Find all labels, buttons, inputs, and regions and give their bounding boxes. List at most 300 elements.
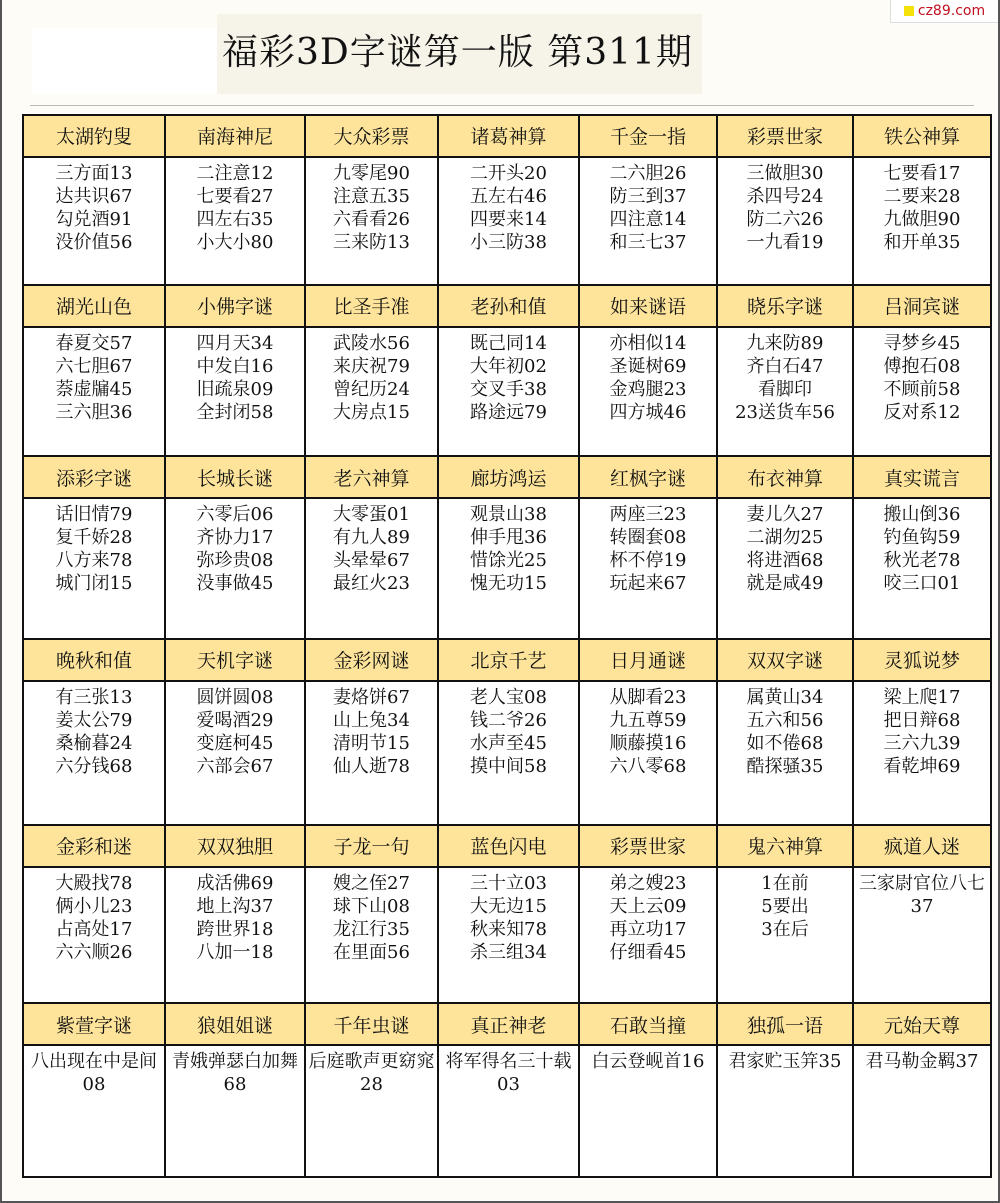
clue-line: 六六顺26 — [55, 941, 133, 963]
clue-cell — [438, 681, 579, 826]
column-header — [853, 115, 991, 157]
column-header — [23, 639, 165, 681]
clue-cell — [579, 1045, 717, 1177]
header-blank-panel — [32, 28, 217, 94]
clue-line: 九零尾90 — [333, 162, 410, 184]
clue-line: 一九看19 — [746, 231, 824, 253]
clue-line: 杯不停19 — [609, 550, 687, 572]
clue-cell — [165, 157, 305, 285]
clue-line: 将军得名三十载03 — [445, 1050, 572, 1095]
clue-line: 大殿找78 — [55, 872, 133, 894]
column-header — [579, 1003, 717, 1045]
clue-line: 如不倦68 — [746, 732, 824, 754]
column-header — [23, 825, 165, 867]
clue-line: 地上沟37 — [196, 895, 274, 917]
clue-list — [306, 682, 437, 778]
column-header — [305, 456, 438, 498]
column-header — [165, 639, 305, 681]
column-header-label: 太湖钓叟 — [55, 126, 132, 149]
clue-cell — [305, 157, 438, 285]
divider — [30, 105, 974, 106]
column-header — [438, 456, 579, 498]
content-row — [23, 498, 991, 638]
clue-line: 曾纪历24 — [333, 378, 410, 400]
column-header-label: 狼姐姐谜 — [196, 1014, 273, 1037]
clue-line: 愧无功15 — [470, 573, 547, 595]
clue-list — [166, 868, 304, 964]
clue-line: 在里面56 — [333, 941, 410, 963]
clue-list — [24, 682, 164, 778]
clue-list — [854, 868, 990, 918]
clue-line: 弟之嫂23 — [609, 872, 687, 894]
column-header — [438, 1003, 579, 1045]
clue-line: 没事做45 — [196, 573, 274, 595]
column-header — [717, 456, 853, 498]
column-header — [853, 825, 991, 867]
clue-line: 姜太公79 — [55, 709, 133, 731]
clue-line: 路途远79 — [470, 401, 547, 423]
clue-line: 观景山38 — [470, 504, 547, 526]
clue-cell — [165, 681, 305, 826]
clue-list — [439, 868, 578, 964]
clue-line: 四月天34 — [196, 332, 274, 354]
clue-cell — [717, 157, 853, 285]
clue-line: 四注意14 — [609, 208, 687, 230]
clue-list — [439, 682, 578, 778]
column-header — [23, 1003, 165, 1045]
clue-line: 金鸡腿23 — [609, 378, 687, 400]
clue-list — [439, 328, 578, 424]
clue-cell — [23, 157, 165, 285]
clue-line: 三家尉官位八七37 — [859, 872, 985, 917]
clue-line: 九来防89 — [746, 332, 824, 354]
clue-cell — [438, 1045, 579, 1177]
clue-line: 六部会67 — [196, 755, 274, 777]
clue-list — [718, 1046, 852, 1073]
clue-line: 四要来14 — [470, 208, 547, 230]
clue-line: 萘虚牖45 — [55, 378, 133, 400]
clue-line: 复千娇28 — [55, 527, 133, 549]
clue-list — [854, 158, 990, 254]
clue-line: 将进酒68 — [746, 550, 824, 572]
clue-line: 咬三口01 — [883, 573, 961, 595]
column-header-label: 真实谎言 — [883, 467, 960, 490]
header-row — [23, 639, 991, 681]
clue-cell — [23, 327, 165, 457]
clue-cell — [23, 498, 165, 638]
clue-cell — [165, 1045, 305, 1177]
clue-line: 没价值56 — [55, 231, 133, 253]
clue-line: 山上兔34 — [333, 709, 410, 731]
clue-line: 三来防13 — [333, 231, 410, 253]
column-header-label: 天机字谜 — [196, 650, 273, 673]
clue-line: 再立功17 — [609, 918, 687, 940]
clue-line: 钓鱼钩59 — [883, 527, 961, 549]
clue-line: 搬山倒36 — [883, 504, 961, 526]
content-row — [23, 867, 991, 1003]
clue-line: 变庭柯45 — [196, 732, 274, 754]
header-row — [23, 825, 991, 867]
clue-line: 四方城46 — [609, 401, 687, 423]
clue-line: 秋来知78 — [470, 918, 547, 940]
clue-line: 大房点15 — [333, 401, 410, 423]
clue-line: 八加一18 — [196, 941, 274, 963]
clue-cell — [165, 867, 305, 1003]
clue-list — [718, 499, 852, 595]
column-header-label: 日月通谜 — [609, 650, 686, 673]
clue-line: 头晕晕67 — [333, 550, 410, 572]
site-watermark[interactable] — [890, 0, 998, 23]
clue-line: 来庆祝79 — [333, 355, 410, 377]
column-header-label: 真正神老 — [470, 1014, 547, 1037]
clue-line: 白云登岘首16 — [591, 1050, 705, 1072]
column-header — [305, 825, 438, 867]
column-header — [165, 1003, 305, 1045]
clue-cell — [165, 327, 305, 457]
column-header — [305, 115, 438, 157]
clue-line: 五左右46 — [470, 185, 547, 207]
clue-cell — [305, 498, 438, 638]
column-header — [305, 285, 438, 327]
clue-list — [580, 1046, 716, 1073]
clue-list — [439, 158, 578, 254]
clue-list — [306, 868, 437, 964]
clue-line: 八方来78 — [55, 550, 133, 572]
clue-line: 23送货车56 — [735, 401, 835, 423]
clue-cell — [579, 157, 717, 285]
clue-line: 九做胆90 — [883, 208, 961, 230]
clue-line: 二开头20 — [470, 162, 547, 184]
clue-line: 既己同14 — [470, 332, 547, 354]
clue-line: 青娥弹瑟白加舞68 — [172, 1050, 298, 1095]
column-header-label: 大众彩票 — [333, 126, 410, 149]
clue-line: 小三防38 — [470, 231, 547, 253]
clue-line: 四左右35 — [196, 208, 274, 230]
clue-list — [24, 158, 164, 254]
riddle-grid — [22, 114, 992, 1178]
clue-line: 弥珍贵08 — [196, 550, 274, 572]
clue-line: 城门闭15 — [55, 573, 133, 595]
clue-line: 有三张13 — [55, 686, 133, 708]
clue-cell — [305, 327, 438, 457]
clue-cell — [579, 327, 717, 457]
column-header-label: 南海神尼 — [196, 126, 273, 149]
column-header — [853, 456, 991, 498]
clue-list — [24, 499, 164, 595]
clue-line: 注意五35 — [333, 185, 410, 207]
clue-line: 话旧情79 — [55, 504, 133, 526]
column-header-label: 小佛字谜 — [196, 296, 273, 319]
clue-cell — [853, 327, 991, 457]
clue-line: 傅抱石08 — [883, 355, 961, 377]
clue-line: 大年初02 — [470, 355, 547, 377]
clue-line: 看脚印 — [758, 378, 812, 400]
clue-line: 杀三组34 — [470, 941, 547, 963]
clue-line: 七要看27 — [196, 185, 274, 207]
clue-line: 六零后06 — [196, 504, 274, 526]
column-header-label: 双双独胆 — [196, 836, 273, 859]
column-header-label: 老孙和值 — [470, 296, 547, 319]
clue-list — [166, 1046, 304, 1096]
clue-cell — [853, 867, 991, 1003]
clue-line: 顺藤摸16 — [609, 732, 687, 754]
column-header — [305, 1003, 438, 1045]
clue-line: 君家贮玉笄35 — [728, 1050, 842, 1072]
clue-line: 3在后 — [761, 918, 809, 940]
clue-cell — [853, 681, 991, 826]
clue-line: 桑榆暮24 — [55, 732, 133, 754]
clue-line: 最红火23 — [333, 573, 410, 595]
column-header-label: 北京千艺 — [470, 650, 547, 673]
clue-list — [306, 499, 437, 595]
clue-line: 六分钱68 — [55, 755, 133, 777]
clue-list — [24, 1046, 164, 1096]
clue-line: 三做胆30 — [746, 162, 824, 184]
clue-line: 属黄山34 — [746, 686, 824, 708]
clue-line: 惜馀光25 — [470, 550, 547, 572]
column-header — [853, 285, 991, 327]
clue-line: 三十立03 — [470, 872, 547, 894]
clue-line: 大无边15 — [470, 895, 547, 917]
column-header-label: 鬼六神算 — [746, 836, 823, 859]
clue-line: 防三到37 — [609, 185, 687, 207]
clue-line: 梁上爬17 — [883, 686, 961, 708]
clue-line: 二湖勿25 — [746, 527, 824, 549]
column-header-label: 双双字谜 — [746, 650, 823, 673]
clue-line: 不顾前58 — [883, 378, 961, 400]
column-header — [579, 639, 717, 681]
clue-cell — [717, 327, 853, 457]
header-row — [23, 456, 991, 498]
clue-cell — [165, 498, 305, 638]
clue-list — [306, 1046, 437, 1096]
clue-line: 齐白石47 — [746, 355, 824, 377]
clue-line: 1在前 — [761, 872, 809, 894]
clue-line: 二注意12 — [196, 162, 274, 184]
column-header — [438, 639, 579, 681]
clue-list — [854, 499, 990, 595]
clue-line: 和三七37 — [609, 231, 687, 253]
clue-cell — [438, 157, 579, 285]
clue-list — [24, 328, 164, 424]
page-title: 福彩3D字谜第一版 第311期 — [222, 32, 693, 73]
column-header-label: 千金一指 — [609, 126, 686, 149]
clue-cell — [717, 498, 853, 638]
clue-line: 交叉手38 — [470, 378, 547, 400]
clue-line: 武陵水56 — [333, 332, 410, 354]
clue-line: 防二六26 — [746, 208, 824, 230]
clue-line: 圆饼圆08 — [196, 686, 274, 708]
column-header-label: 疯道人迷 — [883, 836, 960, 859]
column-header-label: 铁公神算 — [883, 126, 960, 149]
clue-list — [580, 328, 716, 424]
clue-line: 亦相似14 — [609, 332, 687, 354]
clue-line: 有九人89 — [333, 527, 410, 549]
clue-line: 龙江行35 — [333, 918, 410, 940]
clue-line: 五六和56 — [746, 709, 824, 731]
column-header — [165, 456, 305, 498]
header-row — [23, 115, 991, 157]
column-header-label: 添彩字谜 — [55, 467, 132, 490]
clue-list — [166, 158, 304, 254]
clue-list — [439, 1046, 578, 1096]
clue-line: 占高处17 — [55, 918, 133, 940]
column-header — [438, 285, 579, 327]
clue-cell — [853, 157, 991, 285]
clue-line: 杀四号24 — [746, 185, 824, 207]
clue-line: 勾兑酒91 — [55, 208, 133, 230]
column-header — [23, 456, 165, 498]
clue-cell — [305, 1045, 438, 1177]
clue-cell — [853, 498, 991, 638]
header-row — [23, 285, 991, 327]
clue-line: 成活佛69 — [196, 872, 274, 894]
column-header-label: 蓝色闪电 — [470, 836, 547, 859]
clue-line: 六看看26 — [333, 208, 410, 230]
column-header-label: 元始天尊 — [883, 1014, 960, 1037]
clue-cell — [579, 498, 717, 638]
clue-cell — [305, 867, 438, 1003]
column-header — [717, 1003, 853, 1045]
clue-cell — [717, 681, 853, 826]
column-header — [23, 285, 165, 327]
clue-line: 跨世界18 — [196, 918, 274, 940]
column-header — [579, 825, 717, 867]
clue-line: 爱喝酒29 — [196, 709, 274, 731]
clue-line: 小大小80 — [196, 231, 274, 253]
column-header — [305, 639, 438, 681]
clue-list — [718, 158, 852, 254]
clue-line: 二六胆26 — [609, 162, 687, 184]
clue-line: 仙人逝78 — [333, 755, 410, 777]
column-header-label: 子龙一句 — [333, 836, 410, 859]
clue-line: 妻儿久27 — [746, 504, 824, 526]
column-header-label: 晚秋和值 — [55, 650, 132, 673]
clue-cell — [438, 867, 579, 1003]
clue-line: 大零蛋01 — [333, 504, 410, 526]
column-header — [717, 825, 853, 867]
clue-line: 秋光老78 — [883, 550, 961, 572]
clue-list — [718, 682, 852, 778]
column-header-label: 如来谜语 — [609, 296, 686, 319]
clue-line: 钱二爷26 — [470, 709, 547, 731]
clue-cell — [438, 498, 579, 638]
column-header-label: 吕洞宾谜 — [883, 296, 960, 319]
column-header — [717, 285, 853, 327]
clue-line: 摸中间58 — [470, 755, 547, 777]
clue-line: 俩小儿23 — [55, 895, 133, 917]
clue-line: 和开单35 — [883, 231, 961, 253]
clue-line: 旧疏泉09 — [196, 378, 274, 400]
column-header — [23, 115, 165, 157]
clue-line: 清明节15 — [333, 732, 410, 754]
header-row — [23, 1003, 991, 1045]
clue-list — [306, 328, 437, 424]
column-header — [165, 825, 305, 867]
clue-cell — [579, 681, 717, 826]
column-header — [579, 456, 717, 498]
clue-cell — [23, 867, 165, 1003]
clue-line: 全封闭58 — [196, 401, 274, 423]
clue-list — [580, 682, 716, 778]
clue-cell — [717, 1045, 853, 1177]
clue-cell — [853, 1045, 991, 1177]
clue-list — [580, 868, 716, 964]
clue-list — [166, 499, 304, 595]
clue-line: 老人宝08 — [470, 686, 547, 708]
column-header-label: 紫萱字谜 — [55, 1014, 132, 1037]
clue-line: 春夏交57 — [55, 332, 133, 354]
clue-line: 七要看17 — [883, 162, 961, 184]
column-header-label: 灵狐说梦 — [883, 650, 960, 673]
column-header — [165, 285, 305, 327]
column-header-label: 石敢当撞 — [609, 1014, 686, 1037]
column-header-label: 诸葛神算 — [470, 126, 547, 149]
clue-line: 君马勒金羁37 — [865, 1050, 979, 1072]
column-header — [717, 115, 853, 157]
clue-line: 中发白16 — [196, 355, 274, 377]
clue-cell — [23, 681, 165, 826]
column-header-label: 红枫字谜 — [609, 467, 686, 490]
column-header-label: 金彩网谜 — [333, 650, 410, 673]
clue-line: 妻烙饼67 — [333, 686, 410, 708]
clue-line: 三六九39 — [883, 732, 961, 754]
column-header-label: 老六神算 — [333, 467, 410, 490]
column-header-label: 晓乐字谜 — [746, 296, 823, 319]
column-header — [853, 1003, 991, 1045]
clue-list — [24, 868, 164, 964]
clue-line: 八出现在中是间08 — [31, 1050, 157, 1095]
clue-line: 反对系12 — [883, 401, 961, 423]
clue-line: 伸手甩36 — [470, 527, 547, 549]
clue-cell — [579, 867, 717, 1003]
clue-list — [580, 499, 716, 595]
logo-square-icon — [904, 6, 914, 16]
column-header — [579, 285, 717, 327]
clue-list — [854, 328, 990, 424]
column-header-label: 长城长谜 — [196, 467, 273, 490]
clue-line: 从脚看23 — [609, 686, 687, 708]
column-header-label: 独孤一语 — [746, 1014, 823, 1037]
column-header-label: 彩票世家 — [746, 126, 823, 149]
clue-line: 球下山08 — [333, 895, 410, 917]
clue-list — [718, 328, 852, 424]
content-row — [23, 681, 991, 826]
clue-line: 转圈套08 — [609, 527, 687, 549]
clue-list — [854, 682, 990, 778]
clue-list — [166, 682, 304, 778]
watermark-text: cz89.com — [917, 3, 986, 19]
clue-list — [439, 499, 578, 595]
clue-line: 三方面13 — [55, 162, 133, 184]
column-header-label: 比圣手准 — [333, 296, 410, 319]
column-header — [165, 115, 305, 157]
clue-cell — [305, 681, 438, 826]
clue-list — [166, 328, 304, 424]
clue-line: 后庭歌声更窈窕28 — [308, 1050, 435, 1095]
column-header-label: 彩票世家 — [609, 836, 686, 859]
clue-line: 酷探骚35 — [746, 755, 824, 777]
clue-line: 寻梦乡45 — [883, 332, 961, 354]
clue-line: 天上云09 — [609, 895, 687, 917]
clue-line: 两座三23 — [609, 504, 687, 526]
column-header-label: 布衣神算 — [746, 467, 823, 490]
column-header — [717, 639, 853, 681]
clue-list — [580, 158, 716, 254]
content-row — [23, 1045, 991, 1177]
column-header-label: 廊坊鸿运 — [470, 467, 547, 490]
column-header-label: 千年虫谜 — [333, 1014, 410, 1037]
